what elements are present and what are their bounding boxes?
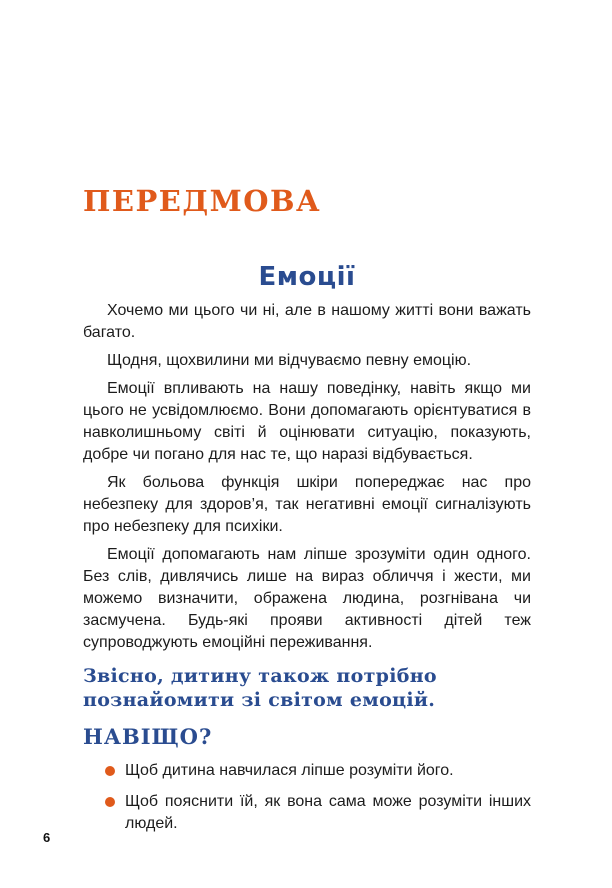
- subheading-why: НАВІЩО?: [83, 724, 213, 749]
- callout-line-1: Звісно, дитину також потрібно: [83, 665, 437, 687]
- callout-line-2: познайомити зі світом емоцій.: [83, 689, 436, 711]
- paragraph: Як больова функція шкіри попереджає нас про небезпеку для здоров’я, так негативні емоції сигналізують про небезпеку для психіки.: [83, 474, 531, 535]
- list-item: [105, 791, 531, 835]
- bullet-text: Щоб пояснити їй, як вона сама може розуміти інших людей.: [125, 793, 531, 832]
- bullet-dot-icon: [105, 766, 115, 776]
- bullet-text: Щоб дитина навчилася ліпше розуміти його.: [125, 762, 454, 779]
- bullet-list: [83, 760, 531, 835]
- list-item: [105, 760, 531, 782]
- chapter-title: ПЕРЕДМОВА: [83, 184, 322, 218]
- paragraph: Емоції впливають на нашу поведінку, навіть якщо ми цього не усвідомлюємо. Вони допомагають орієнтуватися в навколишньому світі й оцінювати ситуацію, показують, добре чи погано для нас те, що наразі відбувається.: [83, 380, 531, 463]
- bullet-dot-icon: [105, 797, 115, 807]
- paragraph: Щодня, щохвилини ми відчуваємо певну емоцію.: [107, 352, 472, 369]
- section-title: Емоції: [258, 262, 356, 292]
- page-content: [83, 0, 531, 844]
- callout-statement: [83, 664, 531, 712]
- page-number: 6: [43, 830, 51, 845]
- paragraph: Емоції допомагають нам ліпше зрозуміти один одного. Без слів, дивлячись лише на вираз обличчя і жести, ми можемо визначити, ображена людина, розгнівана чи засмучена. Будь-які прояви активності дітей теж супроводжують емоційні переживання.: [83, 546, 531, 651]
- paragraph: Хочемо ми цього чи ні, але в нашому житті вони важать багато.: [83, 302, 531, 341]
